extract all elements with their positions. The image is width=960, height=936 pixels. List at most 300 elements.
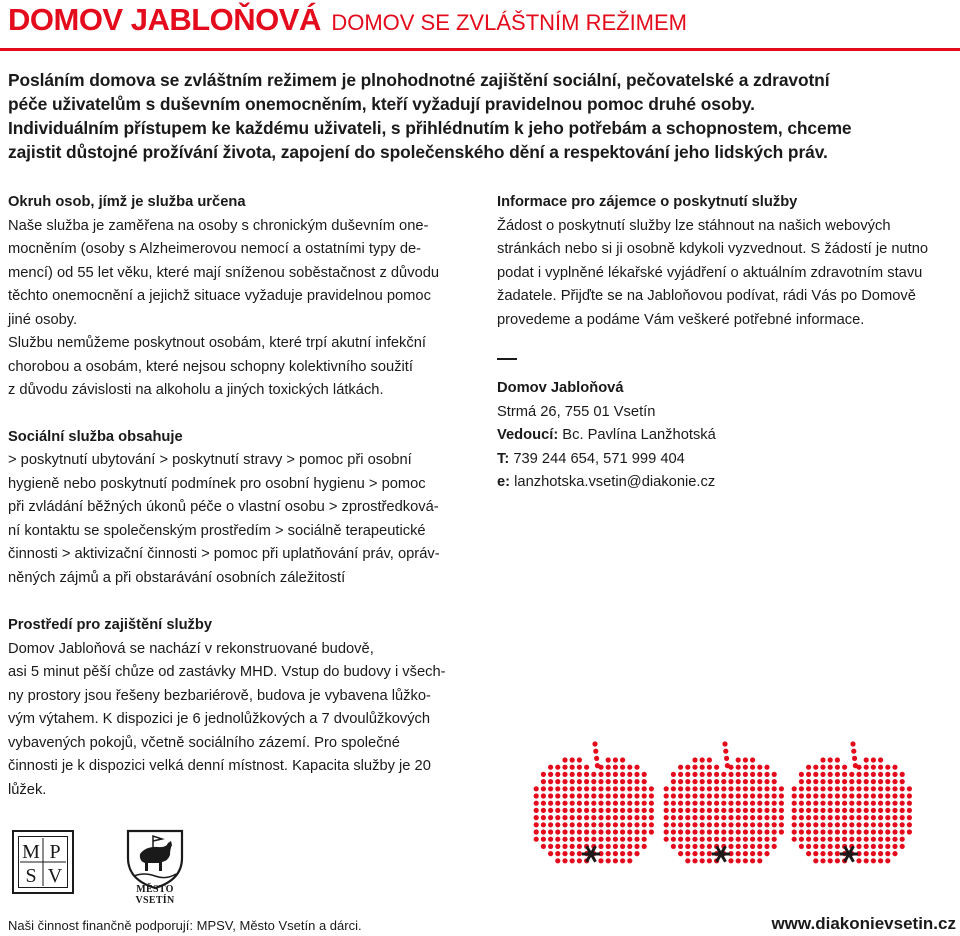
apple-dot: [570, 772, 575, 777]
phone-value[interactable]: 739 244 654, 571 999 404: [509, 450, 685, 467]
apple-stem-dot: [725, 763, 730, 768]
apple-dot: [813, 779, 818, 784]
apple-stem-dot: [852, 756, 857, 761]
apple-dot: [620, 757, 625, 762]
apple-dot: [642, 801, 647, 806]
apple-dot: [878, 793, 883, 798]
apple-dot: [842, 765, 847, 770]
text-line: vybavených pokojů, včetně sociálního zázemí. Pro společné: [8, 734, 400, 751]
text-line: Naše služba je zaměřena na osoby s chronickým duševním one-: [8, 217, 429, 234]
apple-dot: [878, 815, 883, 820]
apple-dot: [562, 829, 567, 834]
text-line: provedeme a podáme Vám veškeré potřebné informace.: [497, 311, 865, 328]
apple-dot: [743, 786, 748, 791]
apple-dot: [842, 829, 847, 834]
apple-dot: [570, 858, 575, 863]
apple-dot: [642, 772, 647, 777]
apple-dot: [736, 801, 741, 806]
apple-dot: [878, 837, 883, 842]
apple-dot: [555, 779, 560, 784]
apple-dot: [750, 765, 755, 770]
apple-dot: [700, 765, 705, 770]
apple-dot: [885, 844, 890, 849]
apple-dot: [649, 808, 654, 813]
apple-dot: [885, 808, 890, 813]
svg-text:P: P: [49, 841, 61, 863]
apple-dot: [541, 772, 546, 777]
apple-dot: [799, 837, 804, 842]
header-rule: [0, 48, 960, 51]
apple-dot: [779, 829, 784, 834]
website-link[interactable]: www.diakonievsetin.cz: [771, 914, 956, 933]
apple-dot: [772, 779, 777, 784]
apple-dot: [584, 772, 589, 777]
apple-dot: [835, 765, 840, 770]
text-line: asi 5 minut pěší chůze od zastávky MHD. Vstup do budovy i všech-: [8, 664, 446, 680]
apple-dot: [584, 779, 589, 784]
apple-dot: [736, 837, 741, 842]
apple-dot: [806, 808, 811, 813]
apple-dot: [555, 837, 560, 842]
apple-dot: [743, 808, 748, 813]
apple-dot: [736, 851, 741, 856]
apple-dot: [828, 801, 833, 806]
apple-dot: [678, 765, 683, 770]
apple-dot: [728, 815, 733, 820]
apple-dot: [728, 779, 733, 784]
apple-dot: [613, 757, 618, 762]
apple-dot: [736, 858, 741, 863]
apple-dot: [570, 815, 575, 820]
apple-dot: [842, 815, 847, 820]
apple-dot: [878, 822, 883, 827]
apple-dot: [634, 851, 639, 856]
apple-dot: [700, 822, 705, 827]
apple-dot: [700, 858, 705, 863]
apple-dot: [541, 829, 546, 834]
apple-dot: [728, 822, 733, 827]
apple-dot: [570, 837, 575, 842]
apple-dot: [548, 793, 553, 798]
apple-dot: [700, 757, 705, 762]
apple-dot: [820, 808, 825, 813]
apple-dot: [598, 808, 603, 813]
apple-dot: [606, 779, 611, 784]
apple-dot: [714, 829, 719, 834]
apple-dot: [750, 772, 755, 777]
text-line: podat i vyplněné lékařské vyjádření o aktuálním zdravotním stavu: [497, 264, 923, 281]
apple-stem-dot: [723, 749, 728, 754]
apple-dot: [828, 837, 833, 842]
apple-dot: [892, 829, 897, 834]
apple-dot: [627, 772, 632, 777]
apple-dot: [871, 822, 876, 827]
apple-dot: [878, 757, 883, 762]
apple-dot: [664, 822, 669, 827]
apple-dot: [907, 822, 912, 827]
apple-dot: [757, 808, 762, 813]
apple-dot: [907, 801, 912, 806]
apple-dot: [743, 837, 748, 842]
apple-dot: [534, 801, 539, 806]
apple-dot: [721, 772, 726, 777]
apple-dot: [828, 757, 833, 762]
apple-dot: [577, 801, 582, 806]
apple-dot: [613, 822, 618, 827]
apple-dot: [613, 801, 618, 806]
apple-dot: [792, 837, 797, 842]
apple-dot: [864, 772, 869, 777]
apple-dot: [885, 793, 890, 798]
apple-dot: [562, 815, 567, 820]
apple-dot: [541, 808, 546, 813]
apple-dot: [541, 801, 546, 806]
apple-dot: [613, 858, 618, 863]
apple-dot: [835, 801, 840, 806]
intro-text: [8, 68, 953, 164]
apple-dot: [806, 844, 811, 849]
apple-dot: [584, 786, 589, 791]
apple-dot: [664, 808, 669, 813]
apple-dot: [820, 822, 825, 827]
apple-dot: [835, 822, 840, 827]
apple-dot: [743, 858, 748, 863]
apple-dot: [620, 808, 625, 813]
apple-dot: [900, 793, 905, 798]
apple-dot: [548, 822, 553, 827]
apple-dot: [598, 815, 603, 820]
apple-dot: [772, 829, 777, 834]
apple-dot: [806, 793, 811, 798]
apple-dot: [707, 829, 712, 834]
apple-dot: [799, 786, 804, 791]
apple-dot: [806, 851, 811, 856]
intro-line: Individuálním přístupem ke každému uživateli, s přihlédnutím k jeho potřebám a schopnostem, chceme: [8, 118, 852, 138]
apple-dot: [555, 801, 560, 806]
apple-dot: [820, 844, 825, 849]
apple-dot: [813, 837, 818, 842]
apple-dot: [548, 765, 553, 770]
apple-dot: [892, 772, 897, 777]
apple-dot: [577, 779, 582, 784]
apple-dot: [728, 772, 733, 777]
apple-dot: [692, 757, 697, 762]
apple-dot: [864, 808, 869, 813]
apple-dot: [885, 786, 890, 791]
apple-dot: [714, 793, 719, 798]
apple-dot: [892, 837, 897, 842]
apple-dot: [685, 829, 690, 834]
apple-dot: [577, 851, 582, 856]
text-line: hygieně nebo poskytnutí podmínek pro osobní hygienu > pomoc: [8, 475, 426, 492]
apple-dot: [757, 772, 762, 777]
apple-dot: [871, 772, 876, 777]
apple-dot: [799, 844, 804, 849]
apple-dot: [714, 779, 719, 784]
apple-dot: [721, 808, 726, 813]
apple-dot: [700, 779, 705, 784]
apple-dot: [849, 808, 854, 813]
apple-dot: [613, 815, 618, 820]
apple-dot: [620, 822, 625, 827]
apple-dot: [700, 837, 705, 842]
apple-dot: [555, 786, 560, 791]
apple-dot: [828, 765, 833, 770]
apple-stem-dot: [594, 756, 599, 761]
apple-dot: [678, 793, 683, 798]
apple-dot: [842, 786, 847, 791]
apple-dot: [555, 808, 560, 813]
separator-dash: [497, 358, 517, 360]
apple-dot: [664, 786, 669, 791]
apple-dot: [835, 837, 840, 842]
apple-dot: [757, 815, 762, 820]
apple-dot: [907, 793, 912, 798]
apple-dot: [878, 801, 883, 806]
apple-dot: [871, 837, 876, 842]
apple-dot: [856, 844, 861, 849]
apple-dot: [835, 786, 840, 791]
apple-dot: [649, 801, 654, 806]
apple-dot: [849, 779, 854, 784]
apple-dot: [613, 844, 618, 849]
apple-dot: [562, 851, 567, 856]
apple-dot: [907, 829, 912, 834]
apple-dot: [606, 757, 611, 762]
apple-dot: [728, 844, 733, 849]
left-column: [8, 191, 463, 590]
apple-dot: [885, 851, 890, 856]
apple-dot: [562, 844, 567, 849]
text-line: činnosti je k dispozici velká denní místnost. Kapacita služby je 20: [8, 758, 431, 774]
apple-dot: [642, 822, 647, 827]
apple-dot: [764, 765, 769, 770]
apple-dot: [736, 793, 741, 798]
apple-dot: [892, 793, 897, 798]
apple-dot: [757, 844, 762, 849]
apple-dot: [692, 829, 697, 834]
apple-dot: [685, 858, 690, 863]
contact-name: Domov Jabloňová: [497, 380, 624, 396]
apple-dot: [562, 808, 567, 813]
apple-dot: [634, 779, 639, 784]
apple-dot: [707, 757, 712, 762]
apple-dot: [591, 815, 596, 820]
apple-dot: [678, 815, 683, 820]
apple-dot: [707, 822, 712, 827]
apple-dot: [634, 772, 639, 777]
svg-text:M: M: [22, 841, 40, 863]
apple-dot: [577, 822, 582, 827]
apple-dot: [707, 837, 712, 842]
right-column: [497, 191, 957, 495]
apple-dot: [598, 858, 603, 863]
apple-dot: [806, 822, 811, 827]
apple-dot: [828, 851, 833, 856]
apple-dot: [642, 815, 647, 820]
apple-dot: [555, 851, 560, 856]
apple-dot: [849, 837, 854, 842]
apple-dot: [707, 844, 712, 849]
apple-dot: [856, 793, 861, 798]
apple-dot: [835, 815, 840, 820]
text-line: ny prostory jsou řešeny bezbariérově, budova je vybavena lůžko-: [8, 687, 431, 704]
apple-dot: [627, 786, 632, 791]
apple-dot: [606, 844, 611, 849]
apple-dot: [664, 793, 669, 798]
apple-dot: [570, 844, 575, 849]
apple-dot: [849, 793, 854, 798]
environment-section: [8, 614, 463, 802]
text-line: > poskytnutí ubytování > poskytnutí stravy > pomoc při osobní: [8, 452, 412, 468]
apple-dot: [671, 793, 676, 798]
apple-dot: [757, 786, 762, 791]
apple-dot: [548, 851, 553, 856]
apple-dot: [806, 829, 811, 834]
apple-dot: [820, 858, 825, 863]
apple-dot: [692, 815, 697, 820]
text-line: při zvládání běžných úkonů péče o vlastní osobu > zprostředková-: [8, 499, 439, 515]
apple-dot: [700, 815, 705, 820]
apple-dot: [743, 765, 748, 770]
apple-dot: [885, 779, 890, 784]
apple-dot: [613, 829, 618, 834]
apple-dot: [828, 772, 833, 777]
apple-dot: [707, 779, 712, 784]
apple-dot: [685, 793, 690, 798]
apple-dot: [692, 765, 697, 770]
apple-dot: [700, 851, 705, 856]
apple-dot: [634, 815, 639, 820]
apple-dot: [878, 851, 883, 856]
apple-dot: [750, 822, 755, 827]
apple-dot: [871, 801, 876, 806]
apple-dot: [799, 829, 804, 834]
apple-dot: [750, 801, 755, 806]
apple-dot: [534, 829, 539, 834]
apple-dot: [707, 808, 712, 813]
apple-dot: [591, 837, 596, 842]
apple-dot: [864, 851, 869, 856]
apple-dot: [820, 851, 825, 856]
apple-dot: [577, 858, 582, 863]
apple-dot: [878, 829, 883, 834]
apple-dot: [548, 815, 553, 820]
apple-dot: [835, 851, 840, 856]
apple-dot: [885, 765, 890, 770]
apple-dot: [591, 772, 596, 777]
apple-dot: [743, 815, 748, 820]
apple-dot: [613, 837, 618, 842]
apple-dot: [671, 772, 676, 777]
apple-dot: [764, 844, 769, 849]
apple-dot: [692, 844, 697, 849]
intro-line: péče uživatelům s duševním onemocněním, kteří vyžadují pravidelnou pomoc druhé osoby.: [8, 94, 755, 114]
apple-dot: [728, 837, 733, 842]
apple-dot: [820, 815, 825, 820]
svg-text:V: V: [47, 865, 63, 887]
apple-dot: [842, 793, 847, 798]
apple-dot: [598, 844, 603, 849]
apple-dot: [743, 851, 748, 856]
apple-dot: [878, 772, 883, 777]
apple-stem-dot: [592, 741, 597, 746]
apple-dot: [864, 822, 869, 827]
apple-dot: [757, 851, 762, 856]
apple-dot: [835, 793, 840, 798]
apple-dot: [678, 808, 683, 813]
apple-dot: [634, 822, 639, 827]
apple-dot: [820, 779, 825, 784]
apple-dot: [570, 808, 575, 813]
text-line: jiné osoby.: [8, 311, 78, 328]
apple-dot: [584, 808, 589, 813]
text-line: vým výtahem. K dispozici je 6 jednolůžkových a 7 dvoulůžkových: [8, 711, 431, 727]
apple-dot: [678, 786, 683, 791]
apple-dot: [721, 822, 726, 827]
apple-dot: [627, 851, 632, 856]
apple-dot: [820, 772, 825, 777]
apple-dot: [570, 793, 575, 798]
apple-dot: [757, 858, 762, 863]
apple-dot: [678, 779, 683, 784]
apple-dot: [772, 815, 777, 820]
apple-dot: [634, 837, 639, 842]
apple-dot: [577, 793, 582, 798]
apple-dot: [671, 786, 676, 791]
apple-dot: [534, 786, 539, 791]
apple-dot: [907, 815, 912, 820]
apple-dot: [871, 851, 876, 856]
email-link[interactable]: lanzhotska.vsetin@diakonie.cz: [510, 474, 716, 490]
apple-dot: [685, 815, 690, 820]
apple-dot: [806, 801, 811, 806]
contact-email: [497, 471, 957, 495]
text-line: chorobou a osobám, které nejsou schopny kolektivního soužití: [8, 358, 413, 375]
info-heading: Informace pro zájemce o poskytnutí služby: [497, 194, 798, 210]
apple-dot: [707, 786, 712, 791]
apple-dot: [555, 858, 560, 863]
apple-dot: [714, 786, 719, 791]
apple-dot: [678, 772, 683, 777]
svg-text:S: S: [25, 865, 37, 887]
apple-dot: [634, 808, 639, 813]
apple-dot: [707, 851, 712, 856]
apple-dot: [606, 786, 611, 791]
apple-dot: [885, 858, 890, 863]
apple-dot: [864, 779, 869, 784]
text-line: lůžek.: [8, 781, 47, 798]
apple-dot: [591, 779, 596, 784]
apple-dot: [792, 786, 797, 791]
head-label: Vedoucí:: [497, 427, 559, 443]
apple-dot: [871, 829, 876, 834]
apple-dot: [900, 822, 905, 827]
apple-dot: [541, 779, 546, 784]
apple-dot: [799, 793, 804, 798]
apple-dot: [772, 786, 777, 791]
text-line: stránkách nebo si ji osobně kdykoli vyzvednout. S žádostí je nutno: [497, 241, 929, 257]
apple-dot: [728, 808, 733, 813]
apple-dot: [620, 851, 625, 856]
apple-dot: [707, 772, 712, 777]
apple-dot: [591, 822, 596, 827]
apple-dot: [820, 801, 825, 806]
apple-dot: [813, 772, 818, 777]
apple-dot: [664, 815, 669, 820]
coat-of-arms-icon: [120, 828, 190, 890]
apple-dot: [864, 844, 869, 849]
